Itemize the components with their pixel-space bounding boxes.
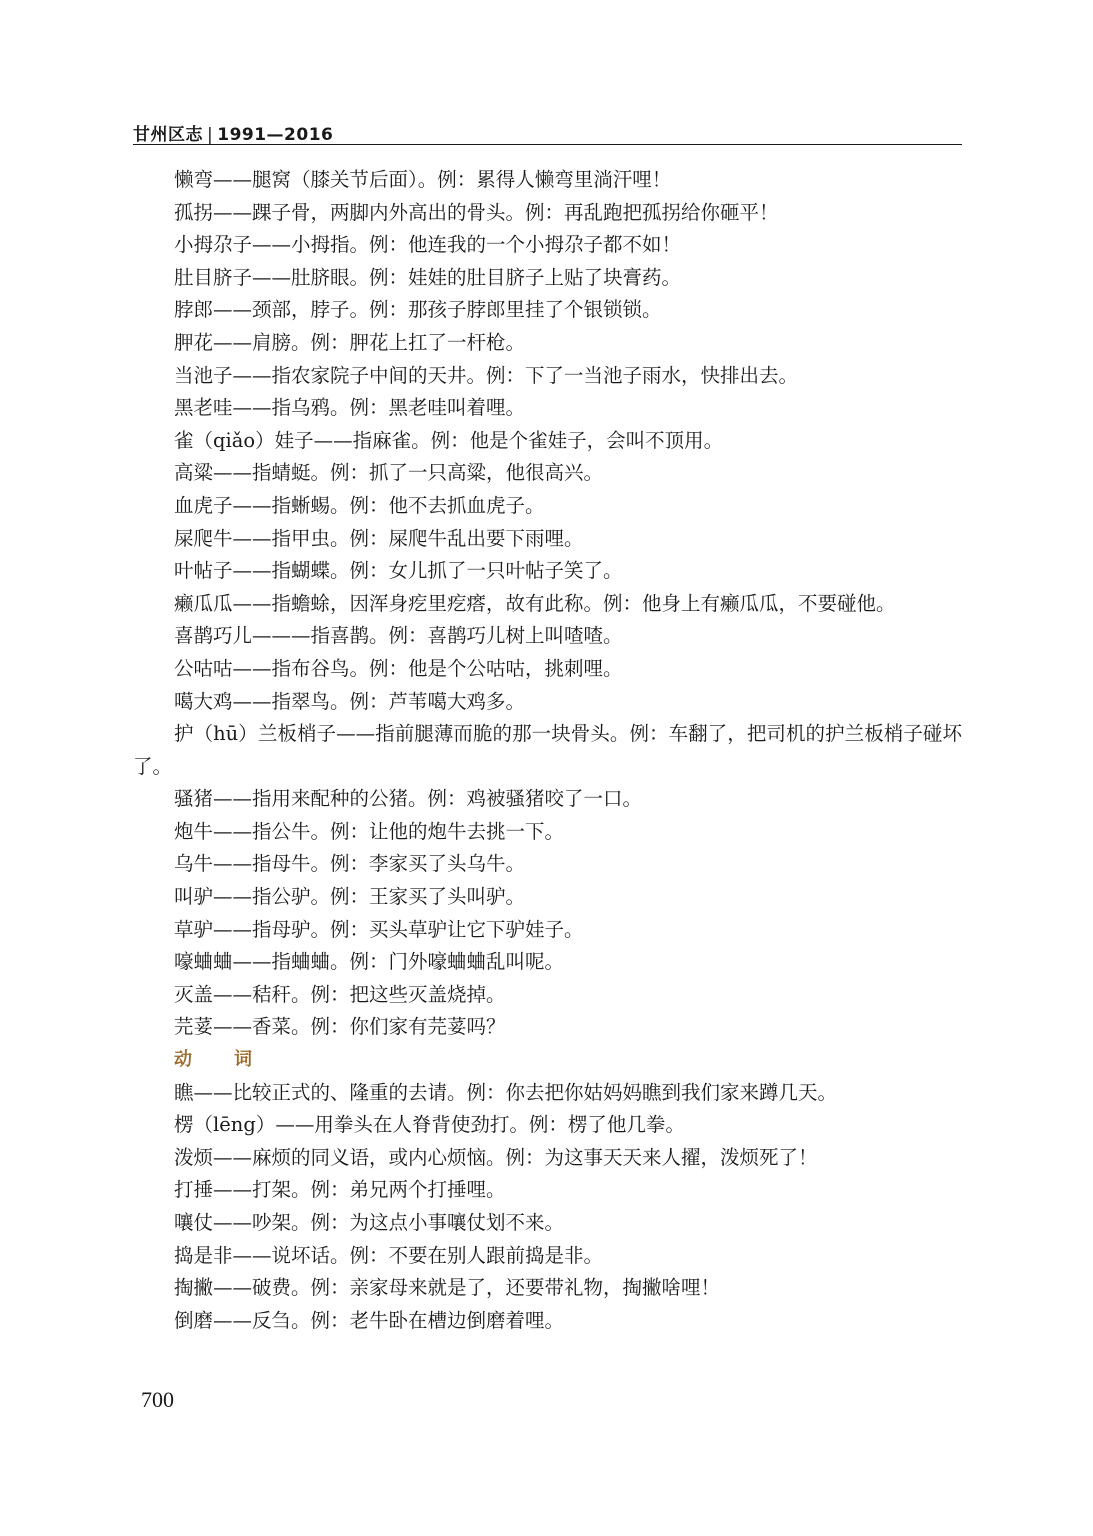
dictionary-entry: 炮牛——指公牛。例：让他的炮牛去挑一下。 — [174, 819, 565, 843]
dictionary-entry: 公咕咕——指布谷鸟。例：他是个公咕咕，挑刺哩。 — [174, 656, 623, 680]
dictionary-entry: 小拇尕子——小拇指。例：他连我的一个小拇尕子都不如！ — [174, 233, 682, 257]
dictionary-entry: 高粱——指蜻蜓。例：抓了一只高粱，他很高兴。 — [174, 461, 604, 485]
dictionary-entry: 灭盖——秸秆。例：把这些灭盖烧掉。 — [174, 982, 506, 1006]
dictionary-entry: 屎爬牛——指甲虫。例：屎爬牛乱出要下雨哩。 — [174, 526, 584, 550]
dictionary-entry: 芫荽——香菜。例：你们家有芫荽吗？ — [174, 1015, 506, 1039]
dictionary-entry: 嚎蛐蛐——指蛐蛐。例：门外嚎蛐蛐乱叫呢。 — [174, 950, 565, 974]
dictionary-entry: 叫驴——指公驴。例：王家买了头叫驴。 — [174, 885, 526, 909]
dictionary-entry: 懒弯——腿窝（膝关节后面）。例：累得人懒弯里淌汗哩！ — [174, 168, 672, 191]
dictionary-entry: 雀（qiǎo）娃子——指麻雀。例：他是个雀娃子，会叫不顶用。 — [174, 428, 724, 452]
dictionary-entry: 叶帖子——指蝴蝶。例：女儿抓了一只叶帖子笑了。 — [174, 559, 623, 583]
verb-entries — [133, 1077, 962, 1338]
book-title: 甘州区志 — [133, 125, 203, 145]
dictionary-entry: 捣是非——说坏话。例：不要在别人跟前捣是非。 — [174, 1243, 604, 1267]
dictionary-entry: 癞瓜瓜——指蟾蜍，因浑身疙里疙瘩，故有此称。例：他身上有癞瓜瓜，不要碰他。 — [174, 591, 896, 615]
page-body — [133, 164, 962, 1337]
section-heading-verbs: 动 词 — [174, 1049, 264, 1071]
header-separator: | — [207, 125, 214, 145]
dictionary-entry: 肚目脐子——肚脐眼。例：娃娃的肚目脐子上贴了块膏药。 — [174, 265, 682, 289]
running-header — [133, 120, 333, 145]
noun-entries — [133, 164, 962, 1044]
dictionary-entry: 掏撇——破费。例：亲家母来就是了，还要带礼物，掏撇啥哩！ — [174, 1276, 721, 1300]
dictionary-entry: 脖郎——颈部，脖子。例：那孩子脖郎里挂了个银锁锁。 — [174, 298, 662, 322]
header-years: 1991—2016 — [217, 125, 334, 145]
dictionary-entry: 孤拐——踝子骨，两脚内外高出的骨头。例：再乱跑把孤拐给你砸平！ — [174, 200, 779, 224]
dictionary-entry: 血虎子——指蜥蜴。例：他不去抓血虎子。 — [174, 493, 545, 517]
dictionary-entry: 嚷仗——吵架。例：为这点小事嚷仗划不来。 — [174, 1211, 565, 1234]
dictionary-entry: 瞧——比较正式的、隆重的去请。例：你去把你姑妈妈瞧到我们家来蹲几天。 — [174, 1080, 838, 1104]
page-number: 700 — [141, 1387, 174, 1412]
dictionary-entry: 乌牛——指母牛。例：李家买了头乌牛。 — [174, 852, 526, 876]
dictionary-entry: 草驴——指母驴。例：买头草驴让它下驴娃子。 — [174, 917, 584, 941]
dictionary-entry: 泼烦——麻烦的同义语，或内心烦恼。例：为这事天天来人擢，泼烦死了！ — [174, 1145, 818, 1169]
dictionary-entry: 黑老哇——指乌鸦。例：黑老哇叫着哩。 — [174, 396, 526, 420]
dictionary-entry: 当池子——指农家院子中间的天井。例：下了一当池子雨水，快排出去。 — [174, 363, 799, 387]
dictionary-entry: 喜鹊巧儿———指喜鹊。例：喜鹊巧儿树上叫喳喳。 — [174, 624, 623, 648]
dictionary-entry: 倒磨——反刍。例：老牛卧在槽边倒磨着哩。 — [174, 1308, 565, 1332]
header-rule — [133, 144, 962, 145]
dictionary-entry: 胛花——肩膀。例：胛花上扛了一杆枪。 — [174, 330, 526, 354]
dictionary-entry: 护（hū）兰板梢子——指前腿薄而脆的那一块骨头。例：车翻了，把司机的护兰板梢子碰坏了。 — [133, 722, 962, 778]
dictionary-entry: 楞（lēng）——用拳头在人脊背使劲打。例：楞了他几拳。 — [174, 1113, 685, 1137]
dictionary-entry: 骚猪——指用来配种的公猪。例：鸡被骚猪咬了一口。 — [174, 787, 643, 811]
dictionary-entry: 噶大鸡——指翠鸟。例：芦苇噶大鸡多。 — [174, 689, 526, 713]
dictionary-entry: 打捶——打架。例：弟兄两个打捶哩。 — [174, 1178, 506, 1202]
